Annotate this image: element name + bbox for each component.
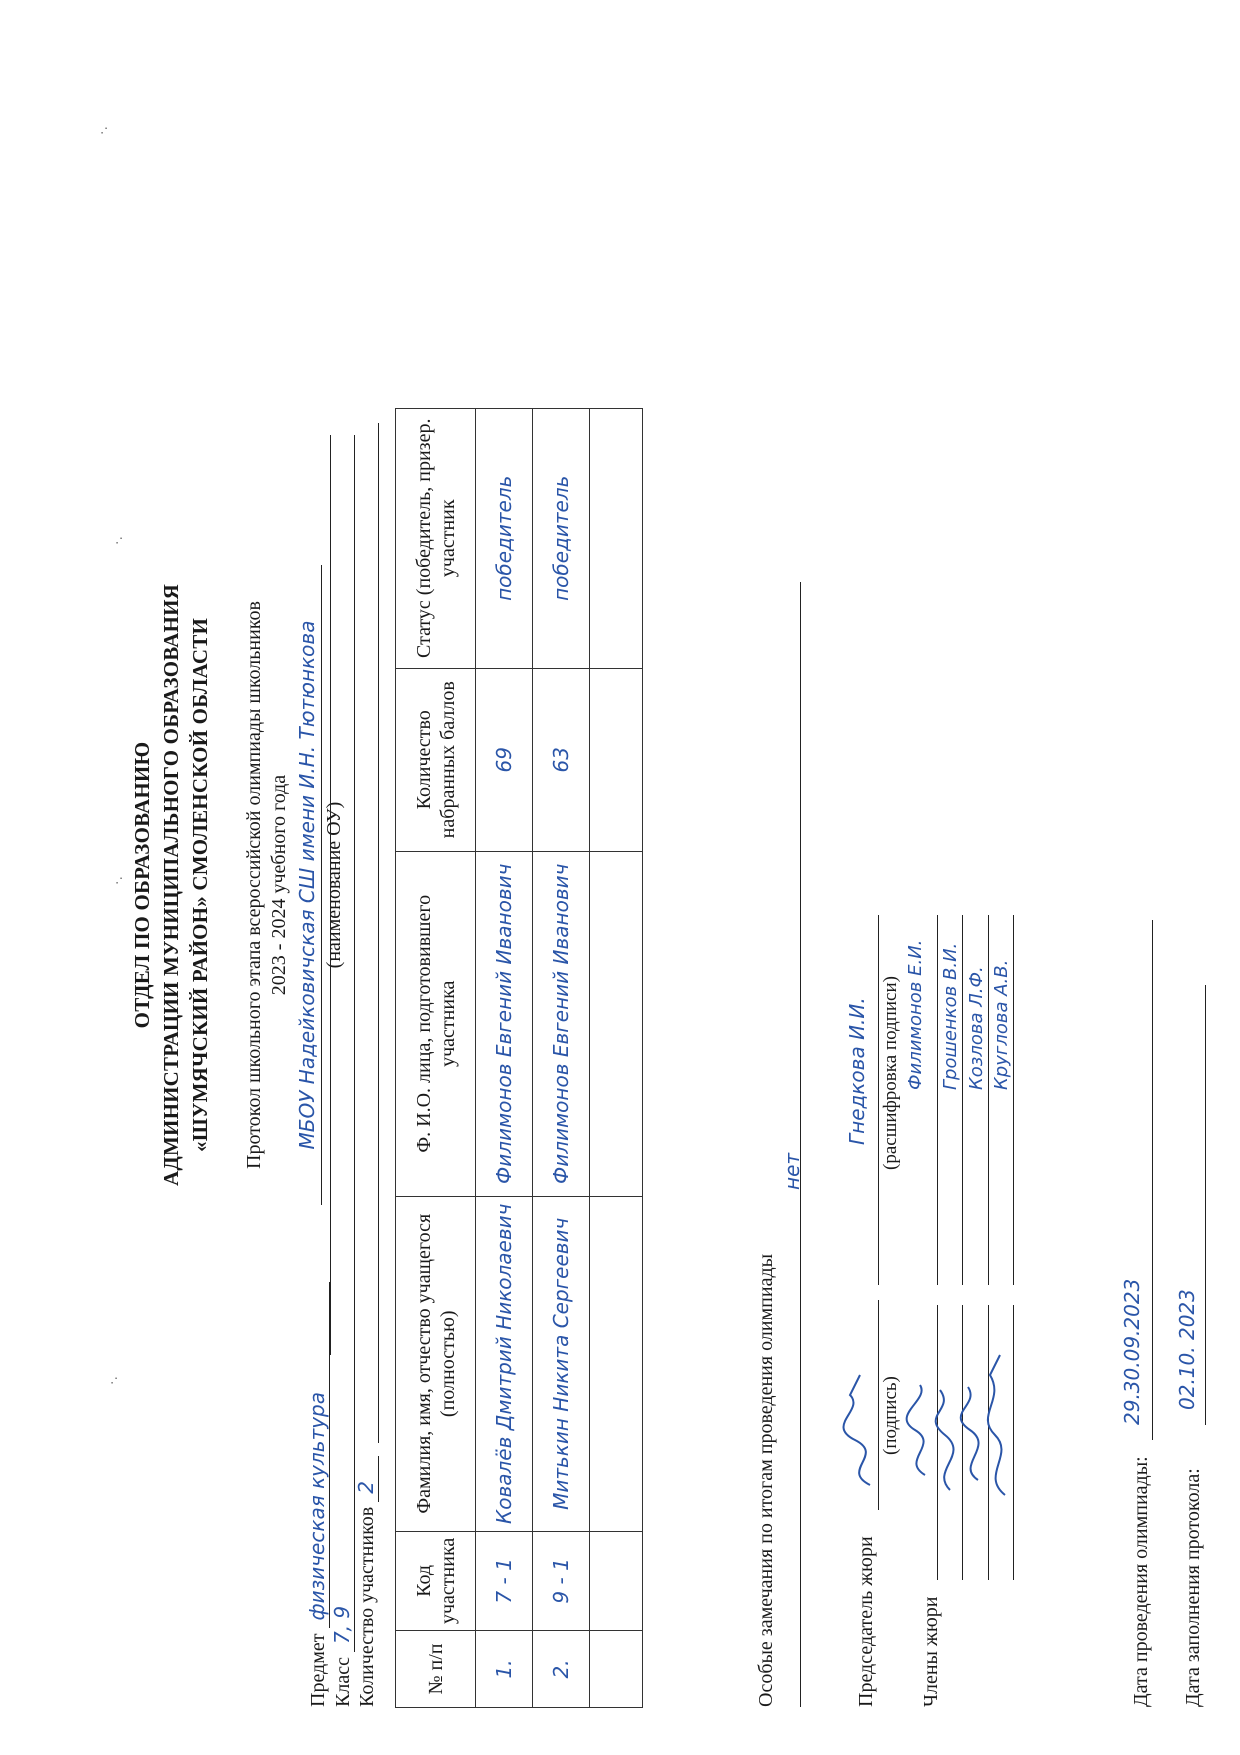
member-decode-line bbox=[1013, 915, 1014, 1285]
school-caption: (наименование ОУ) bbox=[323, 801, 345, 969]
count-row bbox=[354, 1456, 379, 1707]
academic-year: 2023 - 2024 учебного года bbox=[268, 774, 290, 996]
table-header-row bbox=[396, 408, 476, 1707]
olympiad-date-label: Дата проведения олимпиады: bbox=[1130, 1456, 1152, 1707]
empty-cell bbox=[590, 408, 643, 668]
protocol-date-value: 02.10. 2023 bbox=[1175, 1289, 1199, 1410]
jury-chair-label: Председатель жюри bbox=[855, 1536, 877, 1707]
empty-cell bbox=[590, 1196, 643, 1531]
class-label: Класс bbox=[332, 1657, 354, 1707]
row-status: победитель bbox=[533, 408, 590, 668]
table-row-empty bbox=[590, 408, 643, 1707]
count-value: 2 bbox=[354, 1456, 379, 1502]
signature-caption: (подпись) bbox=[880, 1376, 901, 1455]
org-line-2: АДМИНИСТРАЦИИ МУНИЦИПАЛЬНОГО ОБРАЗОВАНИЯ bbox=[159, 584, 183, 1186]
olympiad-date-line bbox=[1152, 920, 1153, 1440]
protocol-date-label: Дата заполнения протокола: bbox=[1182, 1468, 1204, 1707]
member-name: Круглова А.В. bbox=[991, 959, 1012, 1090]
row-code: 9 - 1 bbox=[533, 1531, 590, 1630]
header-teacher: Ф. И.О. лица, подготовившего участника bbox=[396, 851, 476, 1196]
decode-caption: (расшифровка подписи) bbox=[880, 976, 901, 1170]
empty-cell bbox=[590, 851, 643, 1196]
chair-name: Гнедкова И.И. bbox=[845, 997, 869, 1145]
class-row bbox=[330, 1596, 355, 1707]
header-student: Фамилия, имя, отчество учащегося (полностью) bbox=[396, 1196, 476, 1531]
row-teacher: Филимонов Евгений Иванович bbox=[476, 851, 533, 1196]
header-score: Количество набранных баллов bbox=[396, 668, 476, 851]
scan-speck: ·. bbox=[110, 876, 126, 885]
row-student: Митькин Никита Сергеевич bbox=[533, 1196, 590, 1531]
class-value: 7, 9 bbox=[330, 1596, 355, 1652]
scan-speck: ·. bbox=[95, 126, 111, 135]
member-decode-line bbox=[988, 915, 989, 1285]
member-name: Козлова Л.Ф. bbox=[966, 966, 987, 1090]
member-decode-line bbox=[962, 915, 963, 1285]
count-label: Количество участников bbox=[356, 1506, 378, 1707]
subject-row bbox=[305, 1282, 330, 1707]
subject-line-ext bbox=[330, 435, 331, 1355]
results-table bbox=[395, 408, 643, 1708]
remarks-value: нет bbox=[780, 1152, 804, 1190]
row-status: победитель bbox=[476, 408, 533, 668]
subject-label: Предмет bbox=[307, 1633, 329, 1707]
class-line-ext bbox=[354, 435, 355, 1605]
table-row bbox=[476, 408, 533, 1707]
protocol-date-line bbox=[1205, 985, 1206, 1425]
row-score: 69 bbox=[476, 668, 533, 851]
header-num: № п/п bbox=[396, 1631, 476, 1708]
header-status: Статус (победитель, призер. участник bbox=[396, 408, 476, 668]
jury-members-label: Члены жюри bbox=[920, 1596, 942, 1707]
header-code: Код участника bbox=[396, 1531, 476, 1630]
empty-cell bbox=[590, 1531, 643, 1630]
row-num: 2. bbox=[533, 1631, 590, 1708]
scan-speck: ·. bbox=[110, 536, 126, 545]
member-decode-line bbox=[937, 915, 938, 1285]
subject-value: физическая культура bbox=[305, 1282, 330, 1628]
row-num: 1. bbox=[476, 1631, 533, 1708]
olympiad-date-value: 29.30.09.2023 bbox=[1120, 1278, 1144, 1425]
count-line-ext bbox=[378, 423, 379, 1443]
scan-speck: ·. bbox=[105, 1376, 121, 1385]
row-student: Ковалёв Дмитрий Николаевич bbox=[476, 1196, 533, 1531]
school-name: МБОУ Надейковичская СШ имени И.Н. Тютюнкова bbox=[295, 565, 322, 1205]
remarks-label: Особые замечания по итогам проведения олимпиады bbox=[755, 1253, 777, 1707]
empty-cell bbox=[590, 668, 643, 851]
table-row bbox=[533, 408, 590, 1707]
protocol-title: Протокол школьного этапа всероссийской олимпиады школьников bbox=[243, 601, 265, 1169]
chair-decode-line bbox=[878, 915, 879, 1285]
remarks-line bbox=[800, 582, 801, 1707]
row-code: 7 - 1 bbox=[476, 1531, 533, 1630]
row-teacher: Филимонов Евгений Иванович bbox=[533, 851, 590, 1196]
member-name: Грошенков В.И. bbox=[940, 942, 961, 1090]
member-name: Филимонов Е.И. bbox=[905, 939, 926, 1090]
jury-signatures-graphic bbox=[830, 1295, 1020, 1515]
org-line-3: «ШУМЯЧСКИЙ РАЙОН» СМОЛЕНСКОЙ ОБЛАСТИ bbox=[188, 618, 212, 1152]
empty-cell bbox=[590, 1631, 643, 1708]
row-score: 63 bbox=[533, 668, 590, 851]
org-line-1: ОТДЕЛ ПО ОБРАЗОВАНИЮ bbox=[130, 741, 154, 1029]
